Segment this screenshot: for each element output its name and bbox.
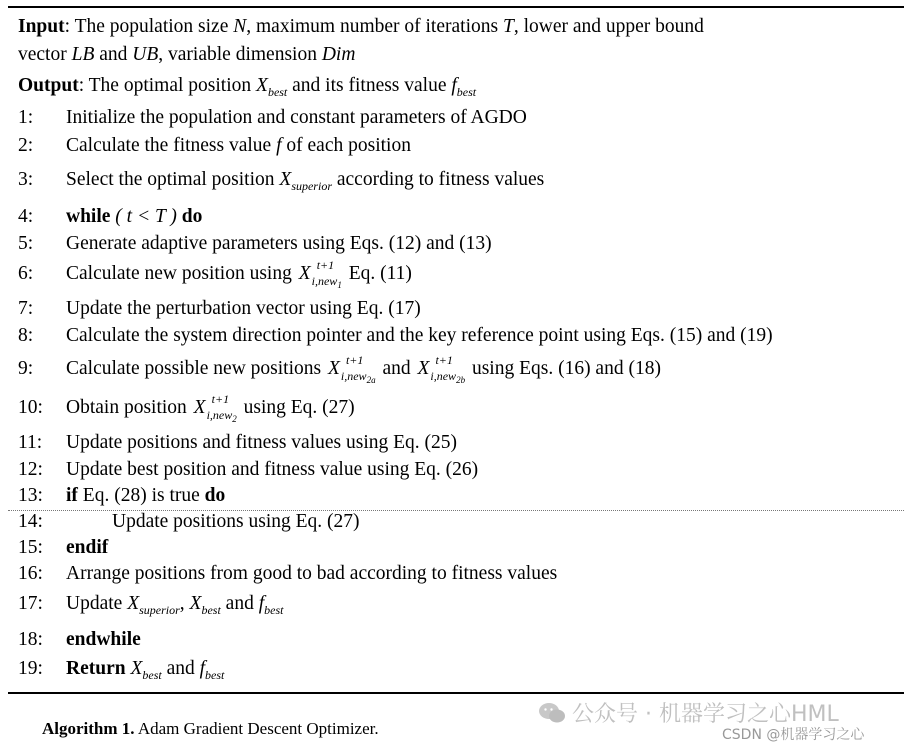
step-3: 3: Select the optimal position $X_{superior}$ according to fitness values — [18, 169, 545, 193]
step-7: 7: Update the perturbation vector using Eq. (17) — [18, 298, 421, 319]
step-17: 17: Update $X_{superior}$, $X_{best}$ and $f_{best}$ — [18, 593, 284, 617]
x-new2b-expr: X t+1 i,new$_{2b}$ — [417, 353, 466, 385]
wechat-icon — [538, 702, 566, 724]
step-1: 1: Initialize the population and constant parameters of AGDO — [18, 107, 527, 128]
step-8: 8: Calculate the system direction pointer and the key reference point using Eqs. (15) and (19) — [18, 325, 773, 346]
x-new1-expr: X t+1 i,new$_1$ — [298, 258, 342, 290]
step-2: 2: Calculate the fitness value f of each position — [18, 135, 411, 156]
step-11: 11: Update positions and fitness values using Eq. (25) — [18, 432, 458, 453]
x-new2-expr: X t+1 i,new$_2$ — [193, 392, 237, 424]
bottom-rule — [8, 692, 904, 694]
step-13: 13: if Eq. (28) is true do — [18, 485, 226, 506]
watermark-text: 公众号 · 机器学习之心HML — [572, 702, 839, 727]
output-line: Output: The optimal position $X_{best}$ and its fitness value $f_{best}$ — [18, 75, 477, 99]
x-new2a-expr: X t+1 i,new$_{2a}$ — [327, 353, 376, 385]
step-12: 12: Update best position and fitness value using Eq. (26) — [18, 459, 479, 480]
output-label: Output — [18, 75, 79, 96]
step-4: 4: while ( t < T ) do — [18, 206, 203, 227]
step-5: 5: Generate adaptive parameters using Eqs. (12) and (13) — [18, 233, 492, 254]
step-6: 6: Calculate new position using X t+1 i,new$_1$ Eq. (11) — [18, 262, 412, 297]
algorithm-caption: Algorithm 1. Adam Gradient Descent Optimizer. — [42, 719, 379, 738]
step-18: 18: endwhile — [18, 629, 141, 650]
input-line-1: Input: The population size N, maximum number of iterations T, lower and upper bound — [18, 16, 704, 37]
step-15: 15: endif — [18, 537, 109, 558]
input-label: Input — [18, 16, 65, 37]
step-14: 14: Update positions using Eq. (27) — [18, 511, 360, 532]
input-line-2: vector LB and UB, variable dimension Dim — [18, 44, 356, 65]
step-16: 16: Arrange positions from good to bad according to fitness values — [18, 563, 558, 584]
step-10: 10: Obtain position X t+1 i,new$_2$ using Eq. (27) — [18, 396, 355, 431]
top-rule — [8, 6, 904, 8]
step-9: 9: Calculate possible new positions X t+1 i,new$_{2a}$ and X t+1 i,new$_{2b}$ using Eqs. (16) and (18) — [18, 357, 661, 392]
csdn-watermark: CSDN @机器学习之心 — [722, 727, 865, 743]
step-19: 19: Return $X_{best}$ and $f_{best}$ — [18, 658, 225, 682]
